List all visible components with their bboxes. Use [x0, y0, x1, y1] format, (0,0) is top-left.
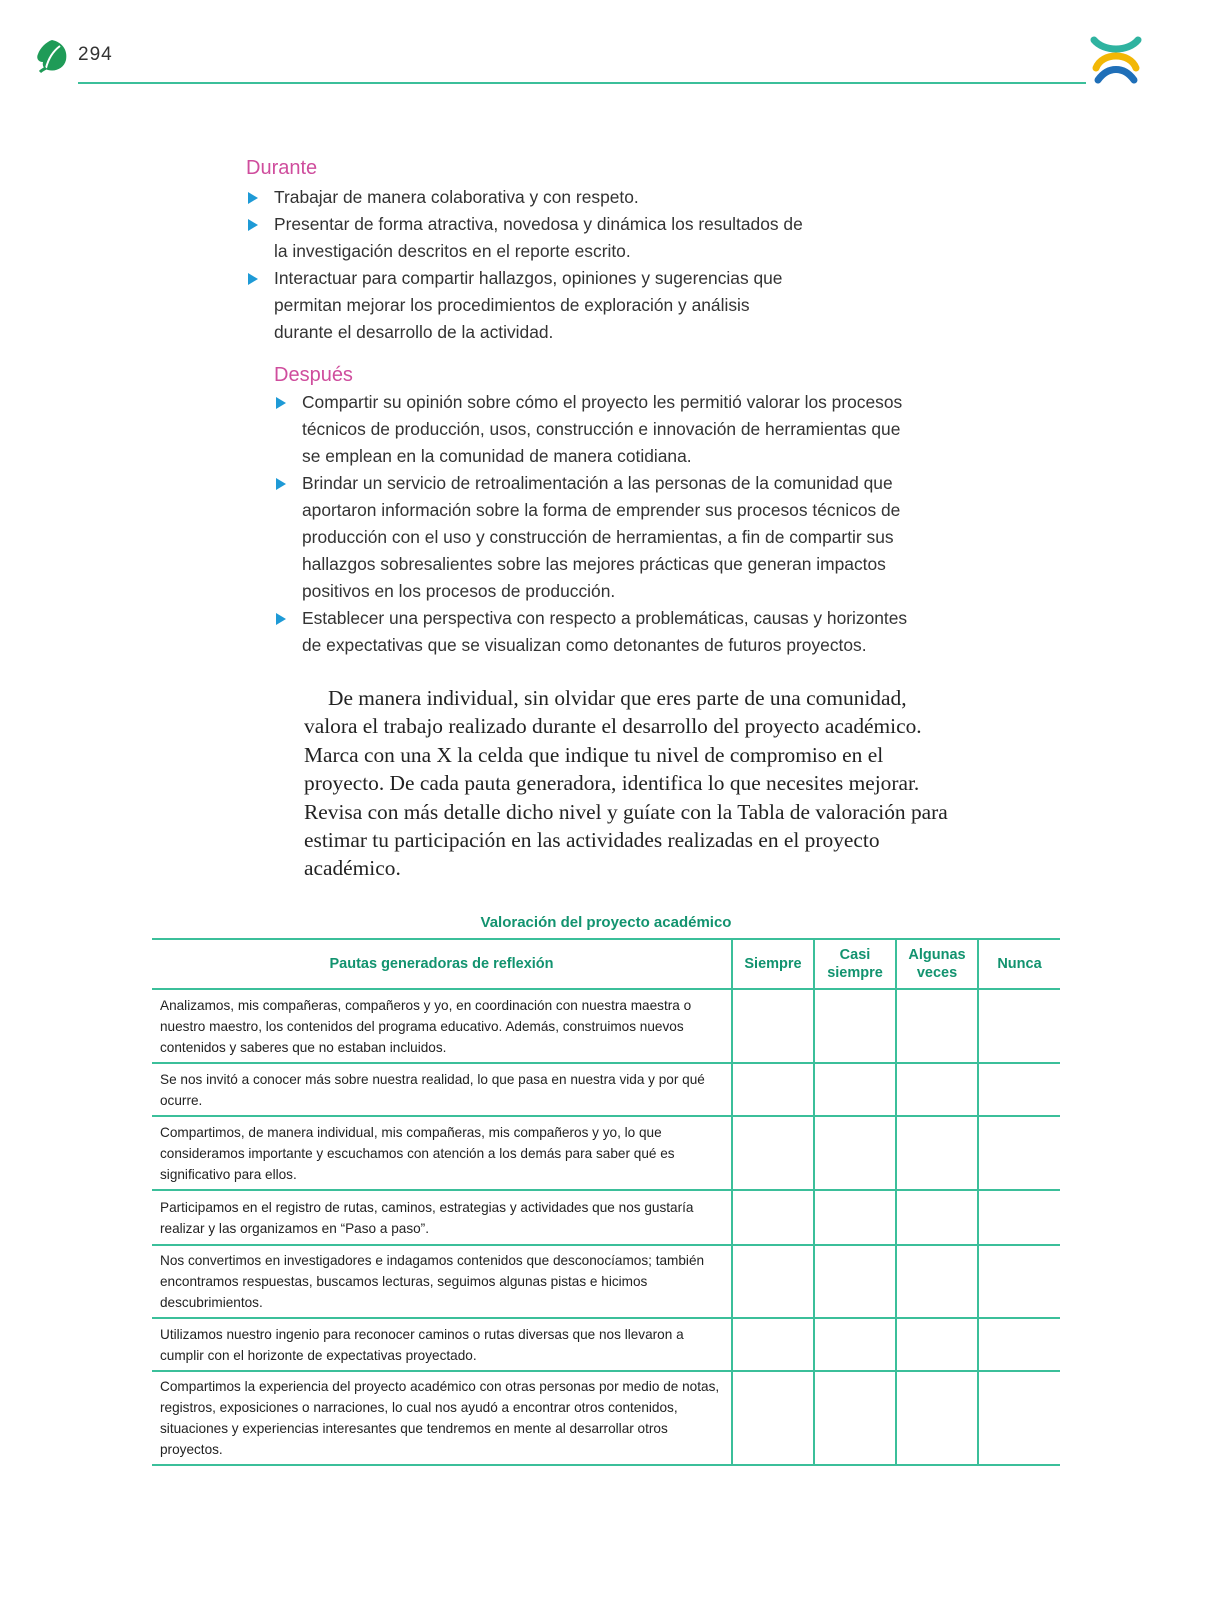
pauta-text: Compartimos, de manera individual, mis compañeras, mis compañeros y yo, lo que consideramos importante y escuchamos con atención a los demás para saber qué es significativo para ellos.: [152, 1116, 732, 1190]
cell-algunas-veces[interactable]: [896, 1063, 978, 1116]
cell-nunca[interactable]: [978, 1116, 1060, 1190]
cell-siempre[interactable]: [732, 989, 814, 1063]
page-header: [0, 0, 1214, 100]
table-header-row: [152, 939, 1060, 989]
durante-list: [246, 184, 806, 346]
bullet-triangle-icon: [248, 273, 258, 285]
table-row: [152, 1245, 1060, 1318]
cell-nunca[interactable]: [978, 1371, 1060, 1465]
cell-algunas-veces[interactable]: [896, 1371, 978, 1465]
header-nunca: Nunca: [978, 939, 1060, 989]
header-divider: [78, 82, 1086, 84]
pauta-text: Nos convertimos en investigadores e indagamos contenidos que desconocíamos; también encontramos respuestas, buscamos lecturas, seguimos algunas pistas e hicimos descubrimientos.: [152, 1245, 732, 1318]
cell-siempre[interactable]: [732, 1190, 814, 1245]
cell-casi-siempre[interactable]: [814, 1063, 896, 1116]
bullet-triangle-icon: [276, 613, 286, 625]
instruction-paragraph: De manera individual, sin olvidar que eres parte de una comunidad, valora el trabajo realizado durante el desarrollo del proyecto académico. Marca con una X la celda que indique tu nivel de compromiso en el proyecto. De cada pauta generadora, identifica lo que necesites mejorar. Revisa con más detalle dicho nivel y guíate con la Tabla de valoración para estimar tu participación en las actividades realizadas en el proyecto académico.: [304, 686, 948, 881]
bullet-triangle-icon: [248, 192, 258, 204]
cell-casi-siempre[interactable]: [814, 1116, 896, 1190]
knot-logo-icon: [1088, 32, 1144, 86]
despues-list: [274, 389, 914, 659]
header-casi-siempre: Casi siempre: [814, 939, 896, 989]
list-item: Brindar un servicio de retroalimentación a las personas de la comunidad que aportaron información sobre la forma de emprender sus procesos técnicos de producción con el uso y construcción de herramientas, a fin de compartir sus hallazgos sobresalientes sobre las mejores prácticas que generan impactos positivos en los procesos de producción.: [274, 470, 914, 605]
cell-algunas-veces[interactable]: [896, 989, 978, 1063]
table-row: [152, 1063, 1060, 1116]
list-item: Presentar de forma atractiva, novedosa y dinámica los resultados de la investigación descritos en el reporte escrito.: [246, 211, 806, 265]
section-title-despues: Después: [274, 364, 353, 386]
table-row: [152, 989, 1060, 1063]
leaf-logo-icon: [34, 38, 70, 74]
pauta-text: Se nos invitó a conocer más sobre nuestra realidad, lo que pasa en nuestra vida y por qué ocurre.: [152, 1063, 732, 1116]
list-item: Establecer una perspectiva con respecto a problemáticas, causas y horizontes de expectativas que se visualizan como detonantes de futuros proyectos.: [274, 605, 914, 659]
table-row: [152, 1116, 1060, 1190]
cell-nunca[interactable]: [978, 1190, 1060, 1245]
cell-casi-siempre[interactable]: [814, 989, 896, 1063]
cell-algunas-veces[interactable]: [896, 1116, 978, 1190]
bullet-triangle-icon: [276, 397, 286, 409]
pauta-text: Utilizamos nuestro ingenio para reconocer caminos o rutas diversas que nos llevaron a cumplir con el horizonte de expectativas proyectado.: [152, 1318, 732, 1371]
cell-siempre[interactable]: [732, 1371, 814, 1465]
bullet-triangle-icon: [276, 478, 286, 490]
table-row: [152, 1318, 1060, 1371]
list-item: Interactuar para compartir hallazgos, opiniones y sugerencias que permitan mejorar los procedimientos de exploración y análisis durante el desarrollo de la actividad.: [246, 265, 806, 346]
cell-nunca[interactable]: [978, 1318, 1060, 1371]
pauta-text: Analizamos, mis compañeras, compañeros y yo, en coordinación con nuestra maestra o nuestro maestro, los contenidos del programa educativo. Además, construimos nuevos contenidos y saberes que no estaban incluidos.: [152, 989, 732, 1063]
cell-siempre[interactable]: [732, 1116, 814, 1190]
cell-nunca[interactable]: [978, 1245, 1060, 1318]
cell-nunca[interactable]: [978, 1063, 1060, 1116]
page-number: 294: [78, 44, 113, 65]
table-row: [152, 1190, 1060, 1245]
evaluation-table: [152, 938, 1060, 1466]
cell-siempre[interactable]: [732, 1245, 814, 1318]
pauta-text: Compartimos la experiencia del proyecto académico con otras personas por medio de notas, registros, exposiciones o narraciones, lo cual nos ayudó a encontrar otros contenidos, situaciones y experiencias interesantes que tendremos en mente al desarrollar otros proyectos.: [152, 1371, 732, 1465]
header-algunas-veces: Algunas veces: [896, 939, 978, 989]
table-row: [152, 1371, 1060, 1465]
cell-casi-siempre[interactable]: [814, 1190, 896, 1245]
cell-siempre[interactable]: [732, 1318, 814, 1371]
cell-casi-siempre[interactable]: [814, 1318, 896, 1371]
header-pautas: Pautas generadoras de reflexión: [152, 939, 732, 989]
bullet-triangle-icon: [248, 219, 258, 231]
section-title-durante: Durante: [246, 157, 318, 179]
cell-casi-siempre[interactable]: [814, 1245, 896, 1318]
cell-algunas-veces[interactable]: [896, 1245, 978, 1318]
header-siempre: Siempre: [732, 939, 814, 989]
list-item: Compartir su opinión sobre cómo el proyecto les permitió valorar los procesos técnicos de producción, usos, construcción e innovación de herramientas que se emplean en la comunidad de manera cotidiana.: [274, 389, 914, 470]
cell-algunas-veces[interactable]: [896, 1318, 978, 1371]
cell-casi-siempre[interactable]: [814, 1371, 896, 1465]
cell-siempre[interactable]: [732, 1063, 814, 1116]
table-title: Valoración del proyecto académico: [480, 914, 732, 931]
list-item: Trabajar de manera colaborativa y con respeto.: [246, 184, 806, 211]
cell-nunca[interactable]: [978, 989, 1060, 1063]
pauta-text: Participamos en el registro de rutas, caminos, estrategias y actividades que nos gustaría realizar y las organizamos en “Paso a paso”.: [152, 1190, 732, 1245]
cell-algunas-veces[interactable]: [896, 1190, 978, 1245]
